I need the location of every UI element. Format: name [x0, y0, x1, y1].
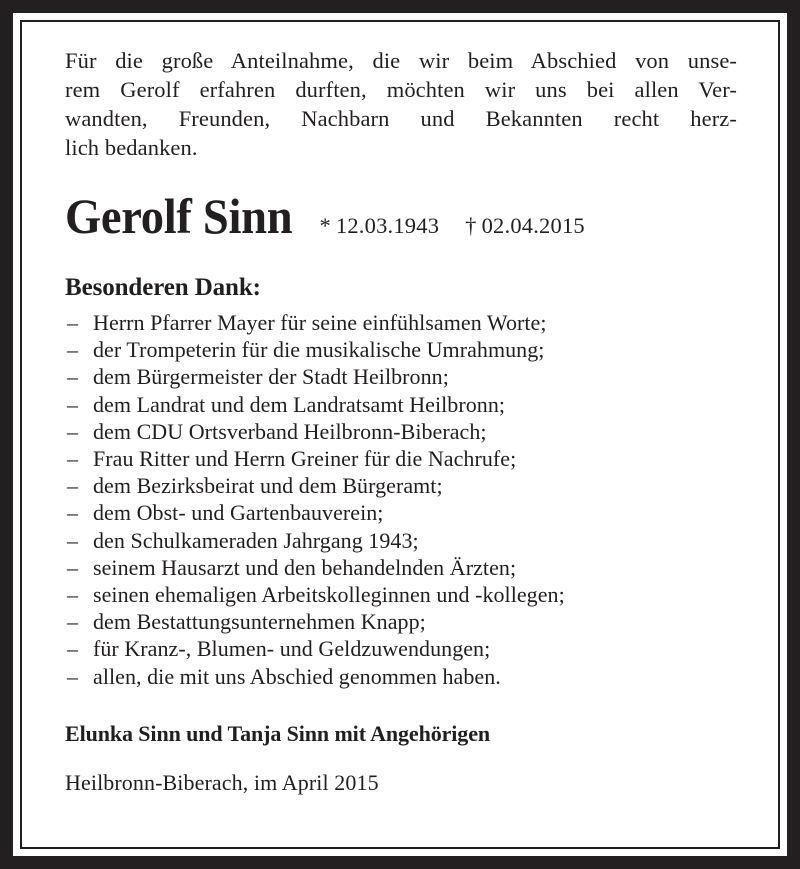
list-item	[65, 418, 737, 445]
thanks-heading: Besonderen Dank:	[65, 274, 261, 301]
birth-star-icon: *	[319, 213, 331, 238]
place-and-date: Heilbronn-Biberach, im April 2015	[65, 769, 379, 795]
death-cross-icon: †	[465, 213, 477, 238]
list-item	[65, 363, 737, 390]
notice-content	[65, 46, 737, 794]
birth-date-group	[319, 213, 439, 238]
death-date: 02.04.2015	[481, 213, 585, 238]
list-item-text: dem Obst- und Gartenbauverein;	[93, 500, 384, 526]
bullet-dash: –	[67, 337, 79, 363]
bullet-dash: –	[67, 663, 79, 689]
intro-line: lich bedanken.	[65, 135, 198, 160]
list-item	[65, 635, 737, 662]
deceased-name: Gerolf Sinn	[65, 188, 293, 244]
list-item	[65, 309, 737, 336]
list-item-text: der Trompeterin für die musikalische Umrahmung;	[93, 337, 545, 363]
list-item	[65, 608, 737, 635]
list-item-text: allen, die mit uns Abschied genommen haben.	[93, 663, 501, 689]
list-item	[65, 527, 737, 554]
list-item	[65, 336, 737, 363]
list-item	[65, 499, 737, 526]
bullet-dash: –	[67, 473, 79, 499]
list-item-text: seinen ehemaligen Arbeitskolleginnen und -kollegen;	[93, 582, 565, 608]
bullet-dash: –	[67, 391, 79, 417]
bullet-dash: –	[67, 582, 79, 608]
list-item-text: Frau Ritter und Herrn Greiner für die Nachrufe;	[93, 446, 517, 472]
list-item-text: den Schulkameraden Jahrgang 1943;	[93, 527, 419, 553]
life-dates	[319, 215, 584, 238]
list-item-text: dem Bezirksbeirat und dem Bürgeramt;	[93, 473, 443, 499]
bullet-dash: –	[67, 636, 79, 662]
list-item	[65, 472, 737, 499]
intro-line: wandten, Freunden, Nachbarn und Bekannten recht herz-	[65, 106, 737, 131]
bullet-dash: –	[67, 418, 79, 444]
birth-date: 12.03.1943	[335, 213, 440, 238]
bullet-dash: –	[67, 527, 79, 553]
list-item	[65, 554, 737, 581]
list-item	[65, 391, 737, 418]
list-item-text: dem Bestattungsunternehmen Knapp;	[93, 609, 426, 635]
bullet-dash: –	[67, 310, 79, 335]
bullet-dash: –	[67, 364, 79, 390]
list-item	[65, 663, 737, 690]
thanks-list	[65, 309, 737, 690]
list-item	[65, 581, 737, 608]
list-item-text: für Kranz-, Blumen- und Geldzuwendungen;	[93, 636, 491, 662]
list-item-text: seinem Hausarzt und den behandelnden Ärzten;	[93, 554, 517, 580]
intro-line: rem Gerolf erfahren durften, möchten wir uns bei allen Ver-	[65, 77, 737, 102]
list-item-text: dem CDU Ortsverband Heilbronn-Biberach;	[93, 418, 487, 444]
bullet-dash: –	[67, 500, 79, 526]
list-item-text: dem Landrat und dem Landratsamt Heilbronn;	[93, 391, 506, 417]
deceased-name-row	[65, 188, 737, 244]
list-item-text: Herrn Pfarrer Mayer für seine einfühlsamen Worte;	[93, 310, 547, 335]
signature-line: Elunka Sinn und Tanja Sinn mit Angehörigen	[65, 720, 491, 746]
intro-line: Für die große Anteilnahme, die wir beim Abschied von unse-	[65, 48, 737, 73]
list-item-text: dem Bürgermeister der Stadt Heilbronn;	[93, 364, 449, 390]
intro-paragraph	[65, 46, 737, 162]
bullet-dash: –	[67, 554, 79, 580]
bullet-dash: –	[67, 446, 79, 472]
death-date-group	[465, 213, 585, 238]
list-item	[65, 445, 737, 472]
bullet-dash: –	[67, 609, 79, 635]
